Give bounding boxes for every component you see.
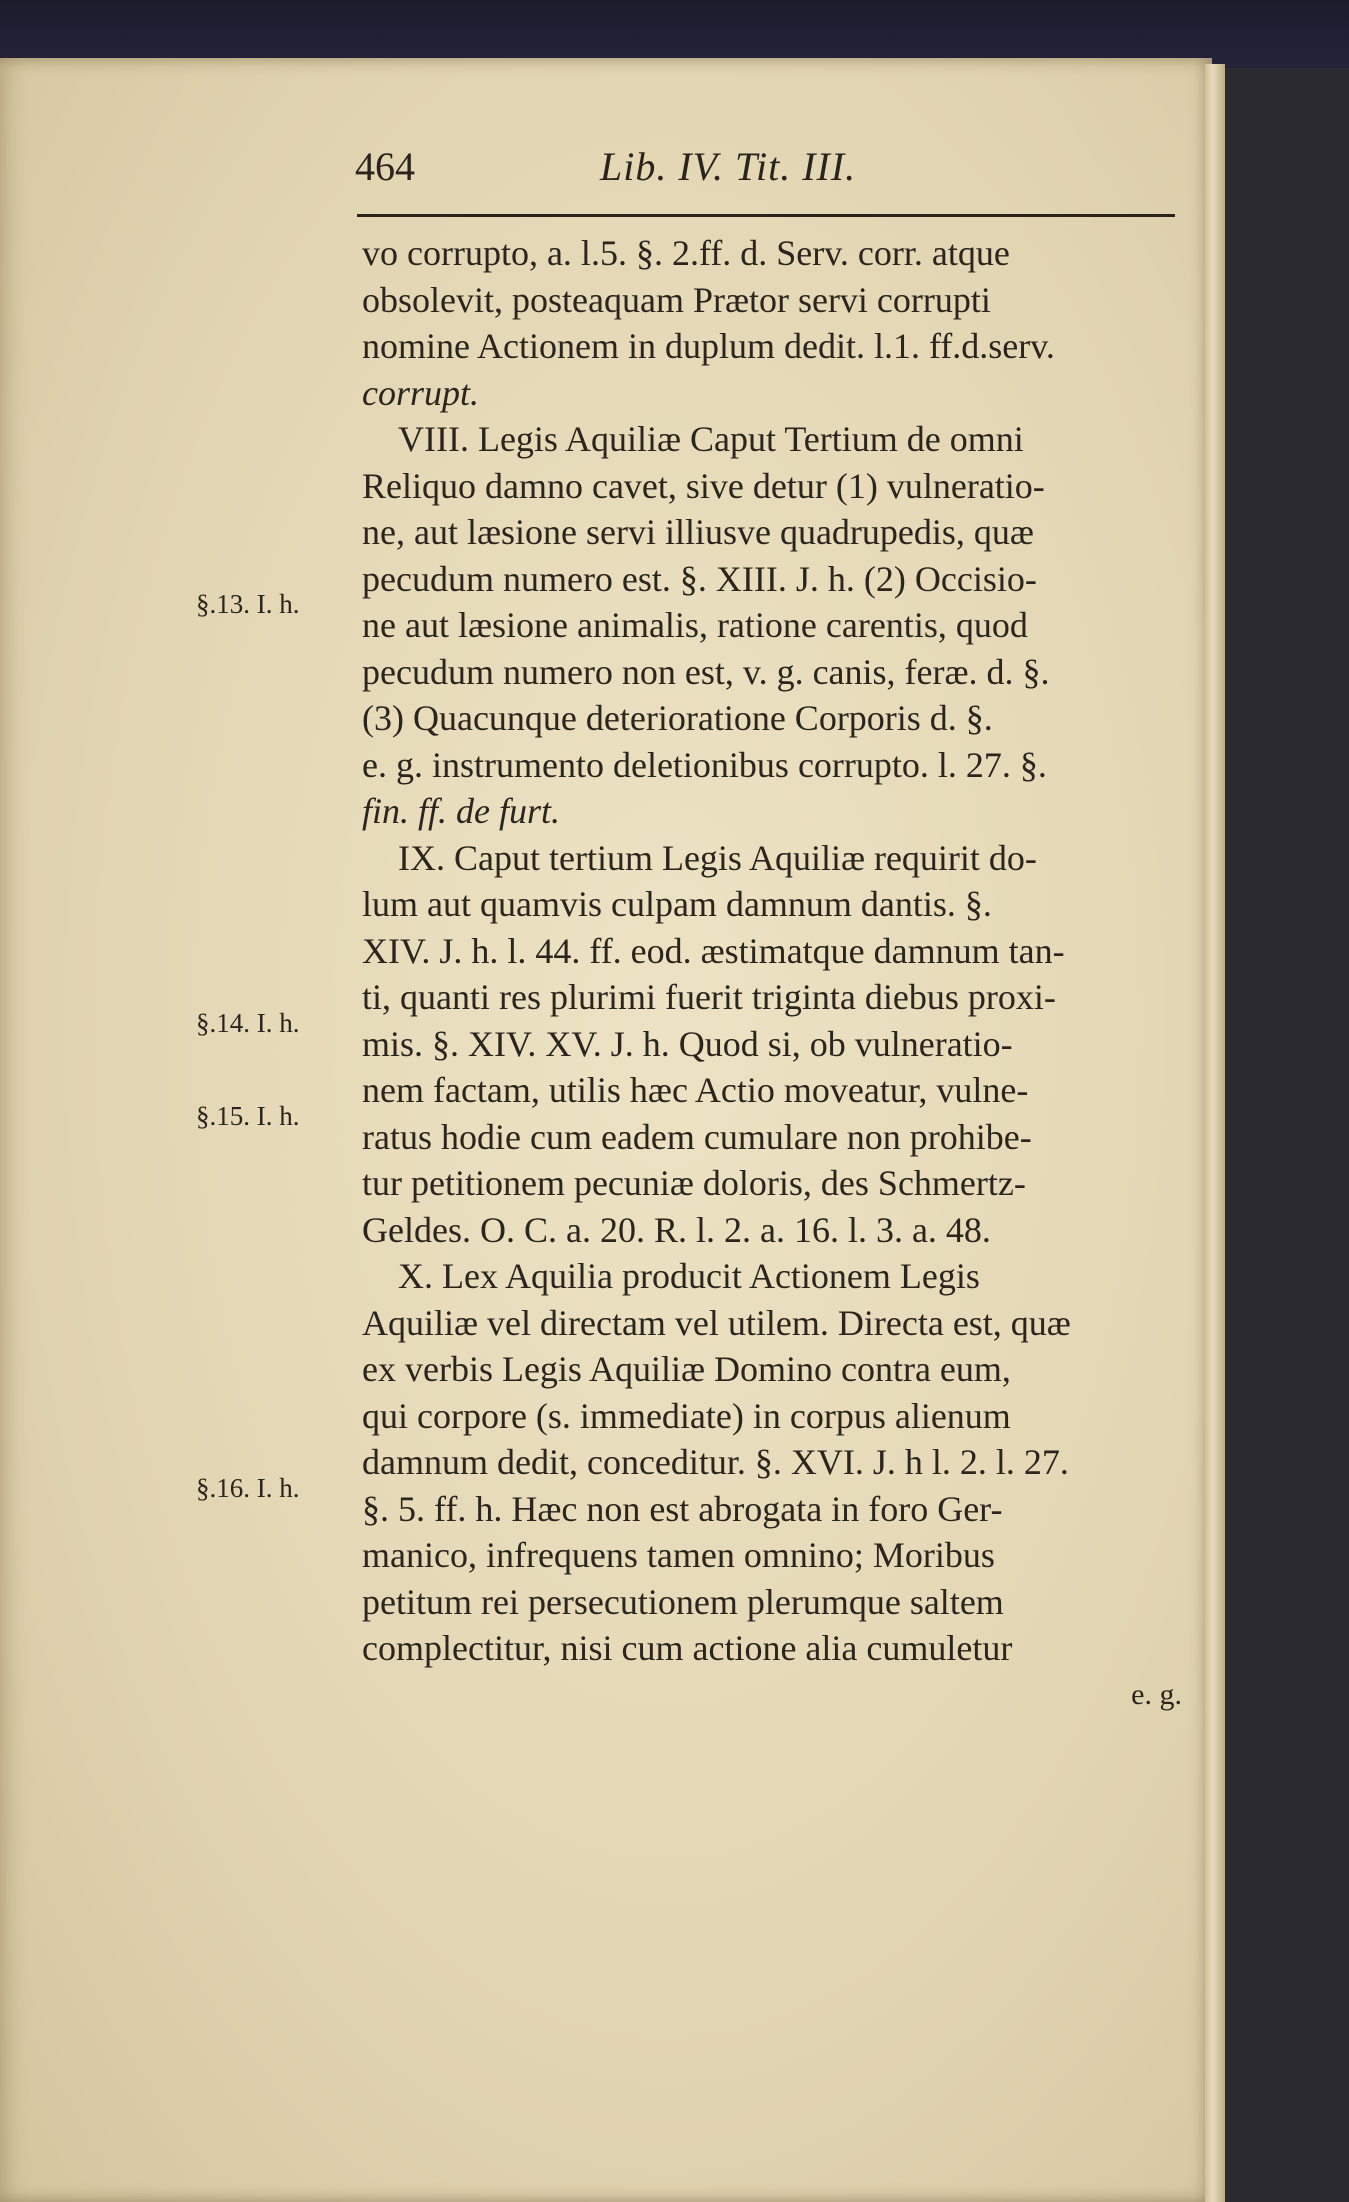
header-rule [357,214,1175,217]
text-line: Reliquo damno cavet, sive detur (1) vulneratio- [362,465,1045,506]
text-line: ne aut læsione animalis, ratione carentis, quod [362,605,1028,645]
text-line: pecudum numero non est, v. g. canis, feræ. d. §. [362,651,1050,692]
text-line: ne, aut læsione servi illiusve quadrupedis, quæ [362,512,1034,552]
page-edge [1205,64,1225,2202]
text-line: lum aut quamvis culpam damnum dantis. §. [362,884,992,924]
text-line: petitum rei persecutionem plerumque saltem [362,1581,1004,1622]
text-line: ti, quanti res plurimi fuerit triginta diebus proxi- [362,977,1056,1017]
text-line: IX. Caput tertium Legis Aquiliæ requirit do- [398,837,1037,878]
margin-note: §.15. I. h. [196,1101,300,1131]
running-title: Lib. IV. Tit. III. [600,144,857,189]
text-line: §. 5. ff. h. Hæc non est abrogata in foro Ger- [362,1488,1003,1529]
text-line: corrupt. [362,372,479,413]
text-line: qui corpore (s. immediate) in corpus alienum [362,1395,1011,1436]
text-line: pecudum numero est. §. XIII. J. h. (2) Occisio- [362,558,1037,599]
text-body [362,230,1192,1718]
text-line: fin. ff. de furt. [362,791,560,831]
text-line: ratus hodie cum eadem cumulare non prohibe- [362,1116,1032,1157]
text-line: (3) Quacunque deterioratione Corporis d. §. [362,698,993,738]
page-number: 464 [355,144,415,189]
text-line: e. g. instrumento deletionibus corrupto. l. 27. §. [362,744,1047,785]
text-line: XIV. J. h. l. 44. ff. eod. æstimatque damnum tan- [362,930,1065,971]
text-line: mis. §. XIV. XV. J. h. Quod si, ob vulneratio- [362,1023,1013,1064]
text-line: manico, infrequens tamen omnino; Moribus [362,1535,995,1575]
margin-note: §.16. I. h. [196,1473,300,1503]
text-line: Geldes. O. C. a. 20. R. l. 2. a. 16. l. 3. a. 48. [362,1209,991,1250]
text-line: complectitur, nisi cum actione alia cumuletur [362,1628,1013,1668]
margin-note: §.13. I. h. [196,589,300,619]
text-line: tur petitionem pecuniæ doloris, des Schmertz- [362,1163,1026,1203]
text-line: obsolevit, posteaquam Prætor servi corrupti [362,279,991,320]
text-line: X. Lex Aquilia producit Actionem Legis [398,1256,980,1296]
text-line: vo corrupto, a. l.5. §. 2.ff. d. Serv. corr. atque [362,233,1010,273]
catchword: e. g. [1131,1677,1182,1711]
text-line: Aquiliæ vel directam vel utilem. Directa est, quæ [362,1302,1071,1343]
page-header [355,135,1175,197]
text-line: nem factam, utilis hæc Actio moveatur, vulne- [362,1070,1029,1110]
text-line: VIII. Legis Aquiliæ Caput Tertium de omni [398,419,1024,459]
text-line: ex verbis Legis Aquiliæ Domino contra eum, [362,1349,1011,1389]
margin-note: §.14. I. h. [196,1008,300,1038]
text-line: damnum dedit, conceditur. §. XVI. J. h l. 2. l. 27. [362,1442,1069,1482]
text-line: nomine Actionem in duplum dedit. l.1. ff.d.serv. [362,326,1055,366]
